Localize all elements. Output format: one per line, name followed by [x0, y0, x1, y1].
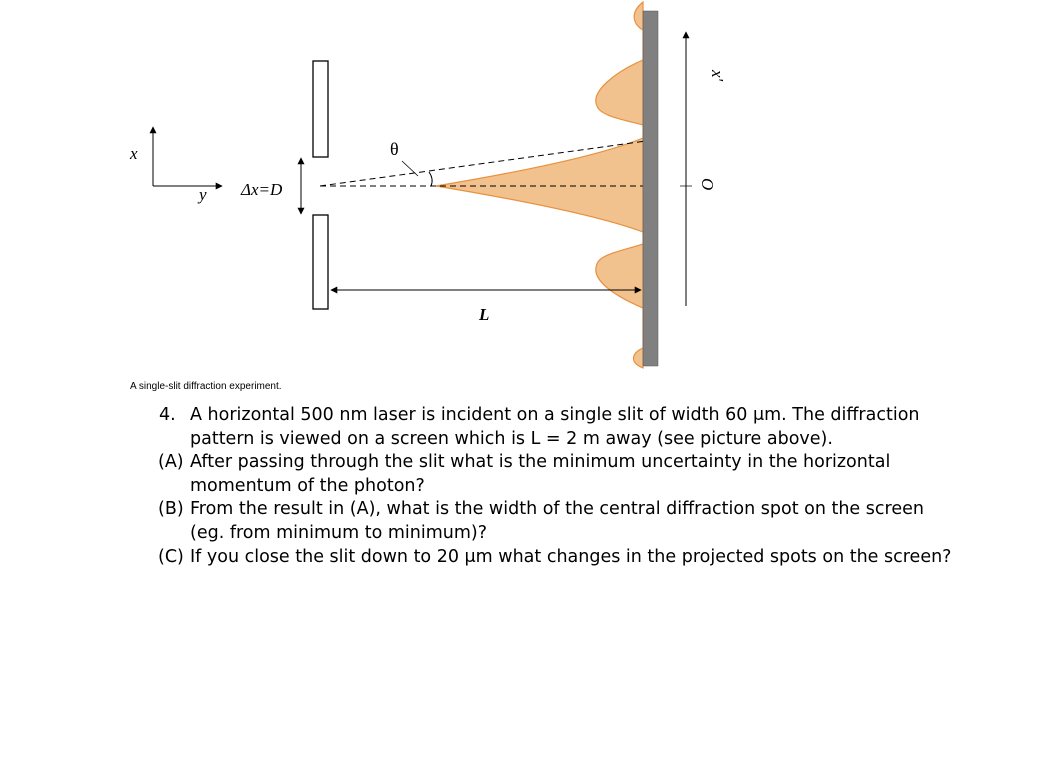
screen-bar: [643, 11, 658, 366]
angle-arc: [429, 172, 432, 186]
slit-bottom-plate: [313, 215, 328, 309]
diffraction-diagram: [0, 0, 1038, 380]
diffraction-pattern: [436, 2, 643, 368]
slit-top-plate: [313, 61, 328, 157]
axis-x-label: x: [130, 144, 138, 163]
figure-caption: A single-slit diffraction experiment.: [130, 381, 282, 392]
axis-y-label: y: [199, 185, 207, 204]
origin-label: O: [698, 178, 717, 191]
question-main: [158, 404, 958, 451]
question-text: A horizontal 500 nm laser is incident on a single slit of width 60 μm. The diffraction pattern is viewed on a screen which is L = 2 m away (see picture above).: [190, 405, 920, 449]
part-label: (A): [158, 452, 184, 473]
part-label: (C): [158, 546, 184, 567]
question-part-b: [158, 498, 958, 545]
screen-axis-label: x': [708, 70, 727, 82]
part-text: If you close the slit down to 20 μm what changes in the projected spots on the screen?: [190, 546, 952, 567]
slit-width-label: Δx=D: [241, 180, 283, 199]
question-block: [158, 404, 958, 569]
angle-label: θ: [390, 139, 399, 159]
question-part-a: [158, 451, 958, 498]
part-label: (B): [158, 499, 184, 520]
distance-label: L: [479, 305, 490, 324]
coordinate-axes: [153, 127, 222, 186]
question-number: 4.: [159, 405, 176, 425]
question-part-c: [158, 546, 958, 570]
part-text: From the result in (A), what is the width of the central diffraction spot on the screen (eg. from minimum to minimum)?: [190, 499, 924, 543]
part-text: After passing through the slit what is the minimum uncertainty in the horizontal momentum of the photon?: [190, 452, 891, 496]
